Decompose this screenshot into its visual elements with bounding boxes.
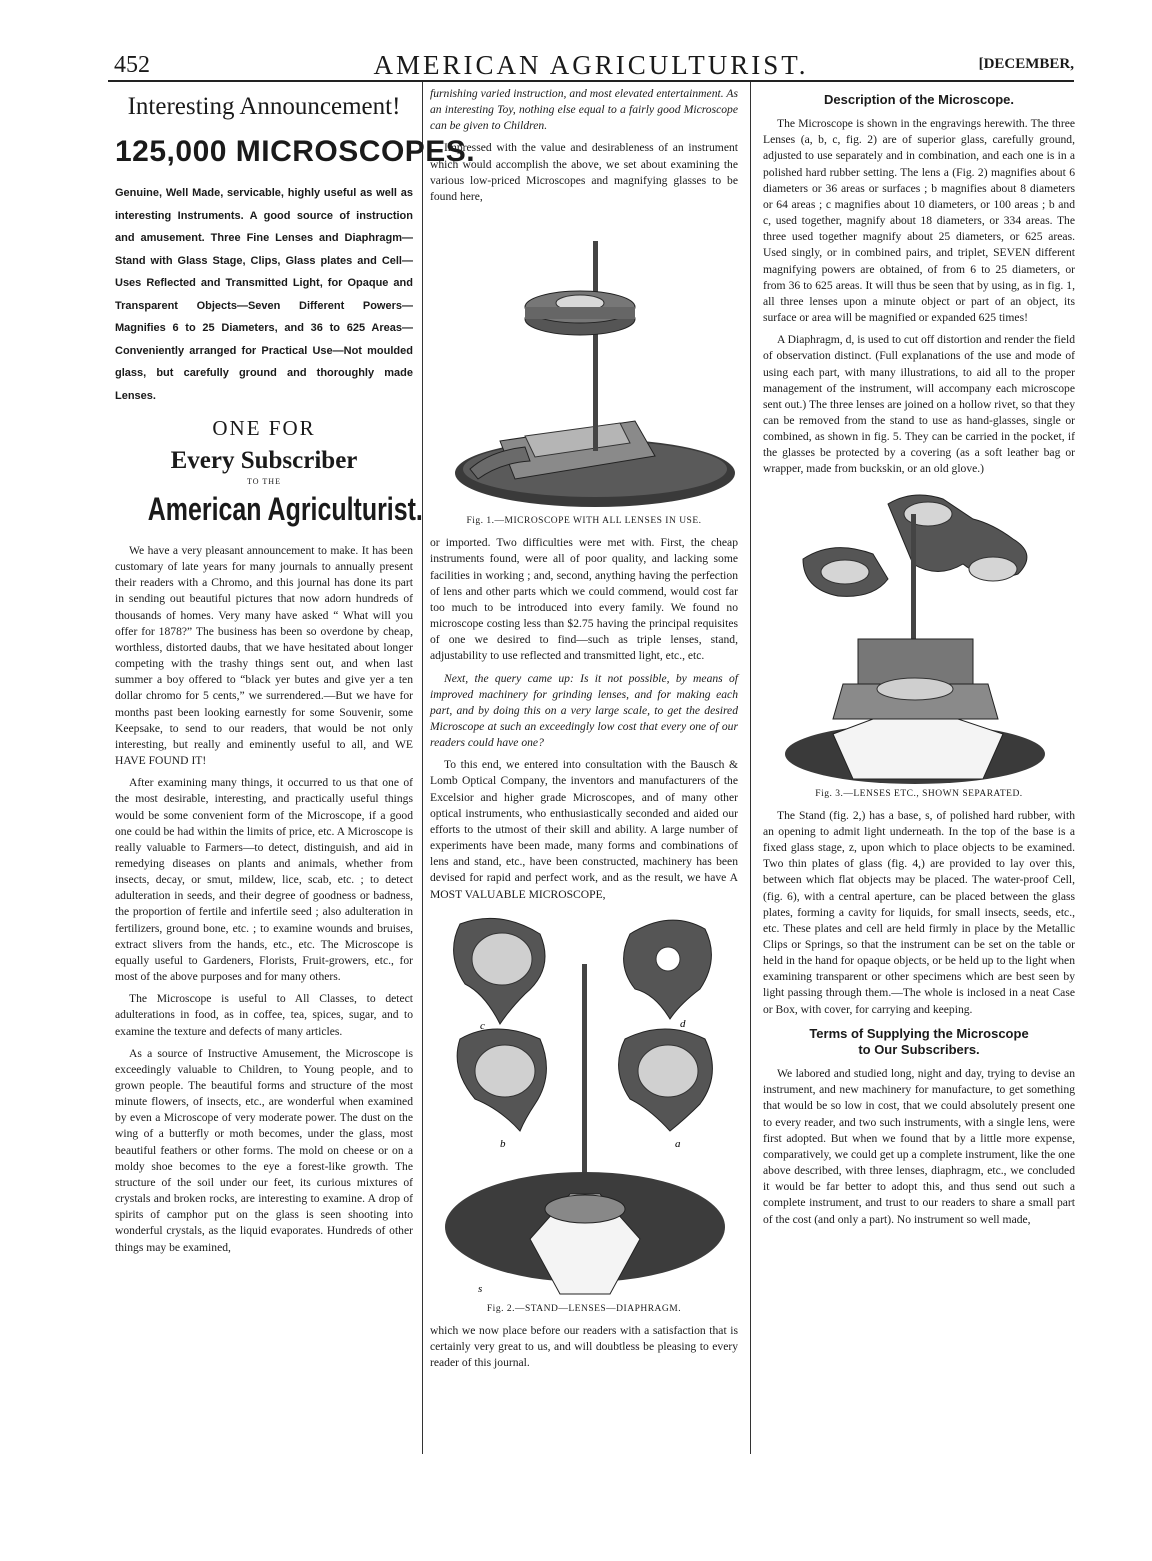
paragraph-all-classes: The Microscope is useful to All Classes, to detect adulterations in food, as in coffee, tea, spices, sugar, and to examine the texture and defects of many articles. xyxy=(115,992,413,1038)
every-subscriber-heading: Every Subscriber xyxy=(170,447,358,474)
paragraph-continuation: furnishing varied instruction, and most elevated entertainment. As an interesting Toy, nothing else equal to a fairly good Microscope can be given to Children. xyxy=(430,87,738,133)
terms-heading-line-2: to Our Subscribers. xyxy=(858,1041,980,1057)
paragraph-query: Next, the query came up: Is it not possible, by means of improved machinery for grinding lenses, and for making each part, and by doing this on a very large scale, to get the desired Microscope at such an exceedingly low cost that every one of our readers could have one? xyxy=(430,671,738,750)
figure-1-microscope-illustration xyxy=(430,211,738,511)
header-rule xyxy=(108,80,1074,82)
features-paragraph: Genuine, Well Made, servicable, highly useful as well as interesting Instruments. A good source of instruction and amusement. Three Fine Lenses and Diaphragm—Stand with Glass Stage, Clips, Glass plates and Cell—Uses Reflected and Transmitted Light, for Opaque and Transparent Objects—Seven Different Powers—Magnifies 6 to 25 Diameters, and 36 to 625 Areas—Conveniently arranged for Practical Use—Not moulded glass, but carefully ground and thoroughly made Lenses. xyxy=(115,187,413,402)
column-3 xyxy=(763,86,1075,1234)
paragraph-terms: We labored and studied long, night and day, trying to devise an instrument, and new machinery for manufacture, to get something that would be so low in cost, that we could absolutely present one to every reader, and two such instruments, with a single lens, were first adopted. But when we found that by a little more expense, comparatively, we could get up a complete instrument, like the one above described, with three lenses, diaphragm, etc., we concluded it would be far better to adopt this, and thus send out such a complete instrument, and trust to our readers to share a small part of the cost (and only a part). No instrument so well made, xyxy=(763,1067,1075,1226)
figure-2-label-b: b xyxy=(500,1137,506,1150)
microscopes-headline: 125,000 MICROSCOPES. xyxy=(115,135,476,168)
paragraph-difficulties: or imported. Two difficulties were met with. First, the cheap instruments found, were all of poor quality, and lacking some facilities in working ; and, second, anything having the perfection of lens and other parts which we could commend, would cost far too much to be introduced into every family. We found no microscope costing less than $2.75 having the principal requisites of one we desired to find—such as triple lenses, stand, adjustability to use reflected and transmitted light, etc., etc. xyxy=(430,536,738,663)
figure-2-label-s: s xyxy=(478,1282,483,1295)
paragraph-satisfaction: which we now place before our readers with a satisfaction that is certainly very great to us, and will doubtless be pleasing to every reader of this journal. xyxy=(430,1323,738,1370)
one-for-heading: ONE FOR xyxy=(212,416,316,440)
to-the-heading: TO THE xyxy=(247,477,281,486)
paragraph-impressed: Impressed with the value and desirableness of an instrument which would accomplish the above, we set about examining the various low-priced Microscopes and magnifying glasses to be found here, xyxy=(430,141,738,203)
page-month: [DECEMBER, xyxy=(978,56,1074,72)
figure-1-caption: Fig. 1.—MICROSCOPE WITH ALL LENSES IN USE. xyxy=(466,516,702,527)
figure-2-label-a: a xyxy=(675,1137,681,1150)
paragraph-announcement: We have a very pleasant announcement to make. It has been customary of late years for many journals to annually present their readers with a Chromo, and this journal has done its part in sending out beautiful pictures that now adorn hundreds of thousands of homes. Very many have asked “ What will you offer for 1878?” The business has been so overdone by cheap, worthless, distorted daubs, that we have hesitated about longer competing with the trashy things sent out, and when last summer a boy offered to “black yer butes and give yer a ten dollar chromo for 5 cents,” we surrendered.—But we have for months past been looking earnestly for some Souvenir, some Keepsake, to send to our readers, that would be not only interesting, but really and eminently useful to all, and WE HAVE FOUND IT! xyxy=(115,544,413,768)
figure-3-lenses-separated-illustration xyxy=(763,484,1075,784)
paragraph-farmers: After examining many things, it occurred to us that one of the most desirable, interesting, and practically useful things would be some convenient form of the Microscope, if a good one could be had within the limits of price, etc. A Microscope is really valuable to Farmers—to detect, distinguish, and aid in remedying diseases on plants and animals, whether from insects, decay, or smut, mildew, lice, scab, etc. ; to detect adulteration in seeds, and their degree of goodness or badness, the proportion of fertile and infertile seed ; also adulteration in fertilizers, ground bone, etc. ; to examine wounds and bruises, extract slivers from the hands, etc., etc. The Microscope is equally useful to Gardeners, Florists, Fruit-growers, etc., for most of the above purposes and for many others. xyxy=(115,776,413,984)
page-title: AMERICAN AGRICULTURIST. xyxy=(373,50,809,80)
figure-2-label-d: d xyxy=(680,1017,686,1030)
paragraph-lenses: The Microscope is shown in the engravings herewith. The three Lenses (a, b, c, fig. 2) are of superior glass, carefully ground, adjusted to use separately and in combination, and each one is in a polished hard rubber setting. The lens a (Fig. 2) magnifies about 6 diameters or 36 areas or surfaces ; b magnifies about 8 diameters or 64 areas ; c magnifies about 10 diameters, or 100 areas ; b and c, used together, magnify about 18 diameters, or 334 areas. The three used together magnify about 25 diameters, or 625 areas. Used singly, or in combined pairs, and triplet, SEVEN different magnifying powers are obtained, of from 6 to 25 diameters, or from 36 to 625 areas. It will thus be seen that by using, as in fig. 1, all three lenses upon a minute object or part of an object, its surface or area will be magnified or expanded 625 times! xyxy=(763,117,1075,325)
figure-2-stand-lenses-illustration xyxy=(430,909,738,1299)
description-heading: Description of the Microscope. xyxy=(824,92,1014,107)
column-divider-2 xyxy=(750,82,751,1454)
column-2 xyxy=(430,86,738,1377)
magazine-name-heading: American Agriculturist. xyxy=(147,491,423,527)
column-divider-1 xyxy=(422,82,423,1454)
paragraph-bausch-lomb: To this end, we entered into consultation with the Bausch & Lomb Optical Company, the inventors and manufacturers of the Excelsior and higher grade Microscopes, and of many other optical instruments, who enthusiastically seconded and aided our efforts to the utmost of their skill and ability. A large number of experiments have been made, many forms and combinations of lens and stand, etc., have been constructed, machinery has been devised for rapid and perfect work, and as the result, we have A MOST VALUABLE MICROSCOPE, xyxy=(430,758,738,901)
terms-heading-line-1: Terms of Supplying the Microscope xyxy=(809,1025,1029,1041)
announcement-title: Interesting Announcement! xyxy=(127,93,401,120)
paragraph-amusement: As a source of Instructive Amusement, the Microscope is exceedingly valuable to Children, to Young people, and to grown people. The beautiful forms and structure of the most minute flowers, of insects, etc., are wonderful when examined by even a Microscope of very moderate power. The dust on the wing of a butterfly or moth becomes, under the glass, most beautiful feathers or other forms. The mold on cheese or on a moldy shoe becomes to the eye a forest-like growth. The structure of the soil under our feet, its curious mixtures of crystals and broken rocks, are interesting to examine. A drop of spirits of camphor put on the glass is seen shooting into wonderful crystals, as the liquid evaporates. Hundreds of other things may be examined, xyxy=(115,1046,413,1254)
figure-2-caption: Fig. 2.—STAND—LENSES—DIAPHRAGM. xyxy=(486,1303,682,1314)
figure-3-caption: Fig. 3.—LENSES ETC., SHOWN SEPARATED. xyxy=(815,788,1023,799)
page-header xyxy=(108,50,1074,84)
page-number: 452 xyxy=(114,52,150,78)
paragraph-diaphragm: A Diaphragm, d, is used to cut off distortion and render the field of observation distinct. (Full explanations of the use and mode of using each part, with many illustrations, to aid all to the proper management of the instrument, will accompany each microscope sent out.) The three lenses are joined on a hollow rivet, so that they can be removed from the stand to use as hand-glasses, single or combined, as shown in fig. 5. They can be carried in the pocket, if the glasses be protected by a covering (as a soft leather bag or wrapper, made from buckskin, or an old glove.) xyxy=(763,333,1075,476)
paragraph-stand: The Stand (fig. 2,) has a base, s, of polished hard rubber, with an opening to admit light underneath. In the top of the base is a fixed glass stage, z, upon which to place objects to be examined. Two thin plates of glass (fig. 4,) are provided to lay over this, between which flat objects may be placed. The water-proof Cell, (fig. 6), with a central aperture, can be placed between the glass plates, forming a cavity for liquids, for small insects, seeds, etc., etc. These plates and cell are held firmly in place by the Metallic Clips or Springs, so that the instrument can be set on the table or held in the hand for opaque objects, or be held up to the light when examining transparent or other specimens which are best seen by light passing through them.—The whole is inclosed in a neat Case or Box, with cover, for carrying and keeping. xyxy=(763,808,1075,1016)
column-1 xyxy=(115,86,476,1262)
figure-2-label-c: c xyxy=(480,1019,485,1032)
